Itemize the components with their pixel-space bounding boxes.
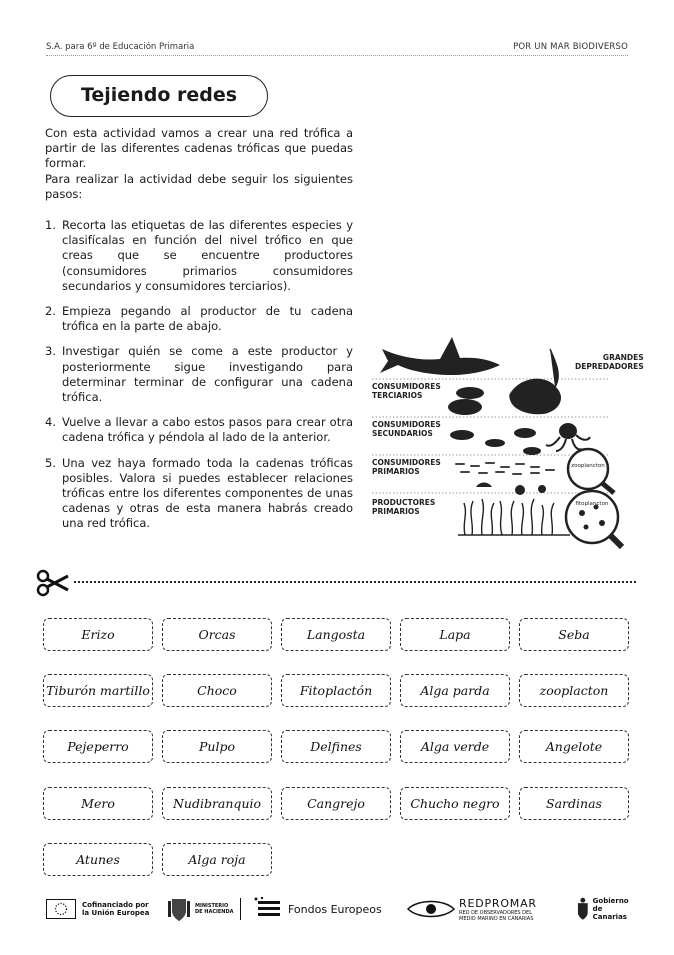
scissors-icon (36, 568, 70, 598)
eye-wave-icon (406, 897, 456, 921)
eu-logo: Cofinanciado por la Unión Europea (46, 893, 149, 925)
octopus-icon (546, 423, 590, 451)
step-item: 1. Recorta las etiquetas de las diferentes especies y clasifícalas en función del nivel trófico en que creas que se encuentre productores (consumidores primarios consumidores secundarios y consumidores terciarios). (45, 218, 353, 293)
fish-icon (523, 447, 541, 455)
species-label[interactable]: Angelote (519, 730, 629, 763)
fondos-europeos-logo: Fondos Europeos (254, 893, 382, 925)
gobierno-shield-icon (576, 897, 590, 921)
intro-paragraph: Para realizar la actividad debe seguir los siguientes pasos: (45, 171, 353, 201)
level-productores-primarios: PRODUCTORES PRIMARIOS (372, 498, 436, 516)
shell-icon (538, 485, 546, 493)
ministerio-logo: MINISTERIO DE HACIENDA (168, 893, 241, 925)
algae-icon (464, 499, 554, 535)
species-label[interactable]: Chucho negro (400, 787, 510, 820)
eu-flag-icon (46, 899, 76, 919)
ray-icon (510, 349, 560, 413)
species-label[interactable]: Atunes (43, 843, 153, 876)
zooplancton-tag: zooplancton (571, 463, 605, 469)
level-consumidores-terciarios: CONSUMIDORES TERCIARIOS (372, 382, 441, 400)
coat-of-arms-icon (168, 895, 190, 923)
species-label[interactable]: Pulpo (162, 730, 272, 763)
species-label[interactable]: Orcas (162, 618, 272, 651)
gobierno-canarias-logo: Gobierno de Canarias (576, 893, 638, 925)
dotted-cut-guide (74, 581, 636, 583)
species-label[interactable]: Delfines (281, 730, 391, 763)
species-label[interactable]: Mero (43, 787, 153, 820)
fish-icon (450, 430, 474, 440)
level-consumidores-primarios: CONSUMIDORES PRIMARIOS (372, 458, 441, 476)
urchin-icon (515, 485, 525, 495)
species-label[interactable]: Alga parda (400, 674, 510, 707)
species-label[interactable]: Seba (519, 618, 629, 651)
crab-icon (476, 483, 492, 488)
species-label[interactable]: Choco (162, 674, 272, 707)
steps-list (45, 218, 353, 542)
step-item: 3. Investigar quién se come a este productor y posteriormente sigue investigando para determinar terminar de configurar una cadena trófica. (45, 344, 353, 405)
magnifier-icon (566, 491, 622, 547)
species-label[interactable]: Erizo (43, 618, 153, 651)
species-label[interactable]: Alga verde (400, 730, 510, 763)
species-label[interactable]: Pejeperro (43, 730, 153, 763)
header-course: S.A. para 6º de Educación Primaria (46, 42, 195, 52)
step-item: 5. Una vez haya formado toda la cadenas tróficas posibles. Valora si puedes establecer relaciones tróficas entre los diferentes componentes de unas cadenas y otras de esta manera habrás creado una red trófica. (45, 455, 353, 531)
footer-logos (46, 893, 638, 925)
trophic-pyramid-illustration (370, 335, 644, 555)
step-item: 2. Empieza pegando al productor de tu cadena trófica en la parte de abajo. (45, 304, 353, 334)
intro-text (45, 126, 353, 202)
species-label[interactable]: Alga roja (162, 843, 272, 876)
species-label[interactable]: Fitoplactón (281, 674, 391, 707)
page-header (46, 42, 628, 56)
fish-icon (456, 387, 484, 399)
fondos-europeos-icon (254, 897, 284, 921)
level-grandes-depredadores: GRANDES DEPREDADORES (575, 353, 644, 371)
level-consumidores-secundarios: CONSUMIDORES SECUNDARIOS (372, 420, 441, 438)
species-label[interactable]: Cangrejo (281, 787, 391, 820)
fish-icon (485, 439, 505, 447)
fish-icon (514, 428, 536, 438)
shark-icon (380, 337, 500, 375)
species-label[interactable]: Tiburón martillo (43, 674, 153, 707)
intro-paragraph: Con esta actividad vamos a crear una red trófica a partir de las diferentes cadenas tróficas que puedas formar. (45, 126, 353, 171)
species-label[interactable]: Lapa (400, 618, 510, 651)
header-project: POR UN MAR BIODIVERSO (513, 42, 628, 52)
species-label[interactable]: zooplacton (519, 674, 629, 707)
page-title: Tejiendo redes (50, 75, 268, 117)
step-item: 4. Vuelve a llevar a cabo estos pasos para crear otra cadena trófica y péndola al lado de la anterior. (45, 415, 353, 445)
redpromar-logo: REDPROMAR RED DE OBSERVADORES DEL MEDIO MARINO EN CANARIAS (406, 893, 537, 925)
magnifier-icon (568, 449, 614, 493)
species-label[interactable]: Nudibranquio (162, 787, 272, 820)
plankton-fish-icon (455, 462, 555, 475)
fitoplancton-tag: fitoplancton (575, 501, 609, 507)
species-label[interactable]: Sardinas (519, 787, 629, 820)
fish-icon (448, 399, 482, 415)
species-label[interactable]: Langosta (281, 618, 391, 651)
cut-line (36, 568, 636, 598)
